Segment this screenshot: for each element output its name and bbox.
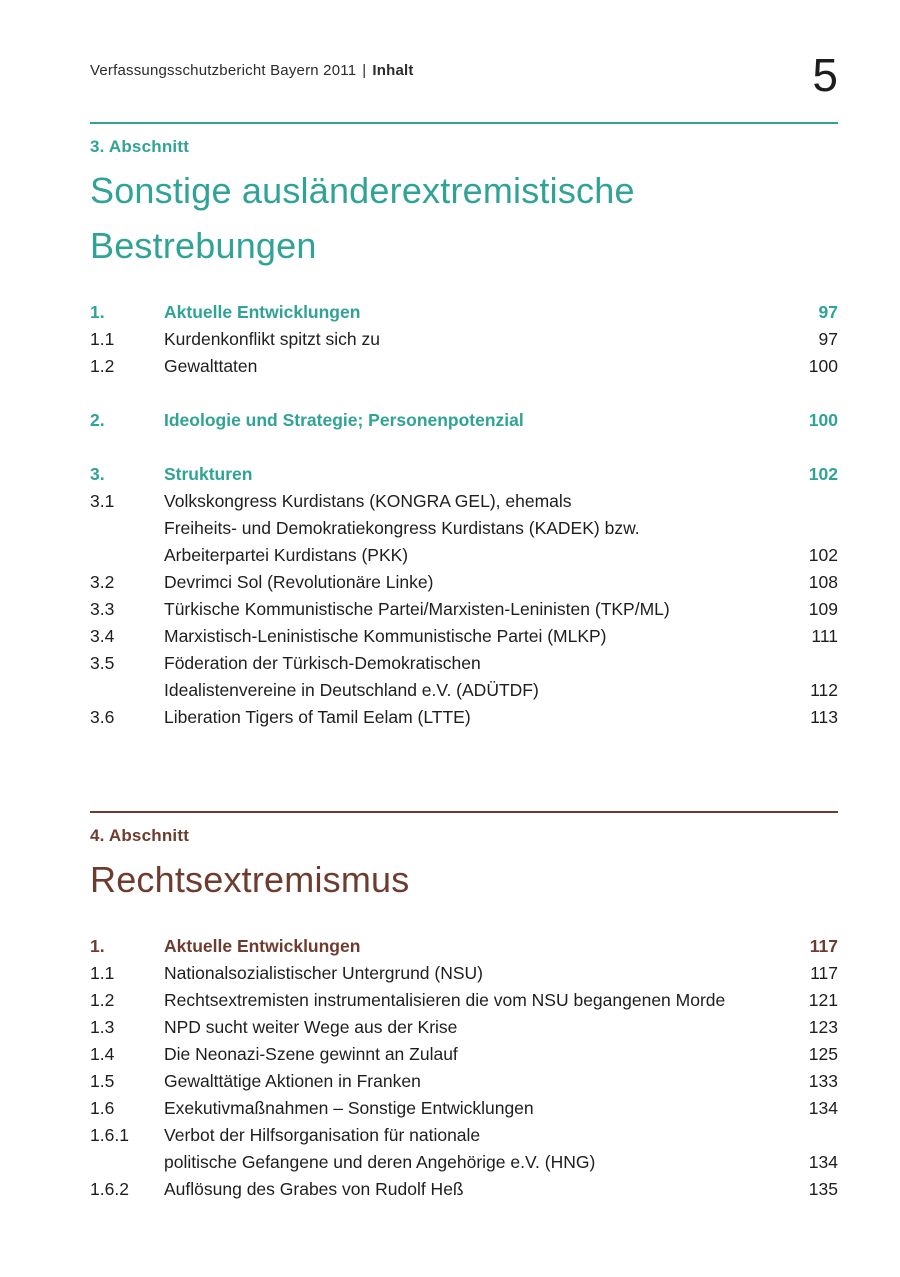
toc-entry-page: 121: [808, 990, 838, 1010]
toc-entry-page: 100: [808, 356, 838, 376]
toc-entry-title: Gewalttätige Aktionen in Franken: [164, 1071, 421, 1091]
toc-entry-number: 1.6: [90, 1098, 115, 1118]
toc-entry-line: [90, 353, 838, 380]
toc-entry-page: 135: [808, 1179, 838, 1199]
toc-entry-title: Freiheits- und Demokratiekongress Kurdistans (KADEK) bzw.: [164, 518, 640, 538]
toc-entry-line: [90, 1176, 838, 1203]
toc-entry-page: 125: [808, 1044, 838, 1064]
toc-entry-title: Kurdenkonflikt spitzt sich zu: [164, 329, 380, 349]
toc-entry-title: Nationalsozialistischer Untergrund (NSU): [164, 963, 484, 983]
toc-entry-line: [90, 326, 838, 353]
toc-entry-title: Devrimci Sol (Revolutionäre Linke): [164, 572, 434, 592]
section-title: [90, 852, 838, 907]
toc-entry-number: 1.4: [90, 1044, 115, 1064]
toc-entry-number: 3.4: [90, 626, 115, 646]
toc-entry-page: 134: [808, 1098, 838, 1118]
toc-entry-title: Idealistenvereine in Deutschland e.V. (ADÜTDF): [164, 680, 539, 700]
toc-entry-line: [90, 299, 838, 326]
toc-entry-page: [786, 1122, 838, 1149]
toc-entry-page: 123: [808, 1017, 838, 1037]
toc-entry: [90, 704, 838, 731]
toc-entry: [90, 407, 838, 434]
toc-entry-number: 1.6.1: [90, 1125, 129, 1145]
toc-entry-title: Strukturen: [164, 464, 253, 484]
toc-entry: [90, 933, 838, 960]
section-title-line: Sonstige ausländerextremistische: [90, 170, 635, 211]
toc-entry: [90, 461, 838, 488]
toc-entry-number: [90, 542, 164, 569]
toc-entry-title: Gewalttaten: [164, 356, 258, 376]
toc-entry-line: [90, 677, 838, 704]
toc-entry: [90, 623, 838, 650]
toc-entry-title: Liberation Tigers of Tamil Eelam (LTTE): [164, 707, 471, 727]
toc-entry-line: [90, 515, 838, 542]
toc-entry-title: Aktuelle Entwicklungen: [164, 302, 361, 322]
toc-entry-page: 113: [810, 707, 838, 727]
toc-entry-line: [90, 704, 838, 731]
toc-entry-title: NPD sucht weiter Wege aus der Krise: [164, 1017, 458, 1037]
toc-entry: [90, 987, 838, 1014]
toc-entry: [90, 1068, 838, 1095]
toc-entry-line: [90, 933, 838, 960]
toc-entry-number: 1.2: [90, 356, 115, 376]
toc-group: [90, 407, 838, 434]
toc-entry-title: Aktuelle Entwicklungen: [164, 936, 361, 956]
toc-entry-title: Exekutivmaßnahmen – Sonstige Entwicklungen: [164, 1098, 534, 1118]
toc-entry: [90, 1176, 838, 1203]
toc-entry-number: 3.6: [90, 707, 115, 727]
toc-entry-line: [90, 407, 838, 434]
toc-entry-line: [90, 461, 838, 488]
toc-entry-page: 111: [811, 626, 838, 646]
toc-entry-page: 134: [808, 1152, 838, 1172]
toc-entry: [90, 326, 838, 353]
toc-entry-title: Auflösung des Grabes von Rudolf Heß: [164, 1179, 464, 1199]
section-title-line: Bestrebungen: [90, 225, 317, 266]
toc-entry-number: 3.3: [90, 599, 115, 619]
toc-entry-number: [90, 677, 164, 704]
toc-entry-page: 97: [818, 302, 838, 322]
toc-groups: [90, 299, 838, 731]
toc-entry-title: Ideologie und Strategie; Personenpotenzial: [164, 410, 524, 430]
toc-entry-line: [90, 623, 838, 650]
toc-entry: [90, 1122, 838, 1176]
toc-entry: [90, 960, 838, 987]
toc-entry-page: 102: [808, 464, 838, 484]
toc-entry-line: [90, 542, 838, 569]
toc-entry: [90, 650, 838, 704]
toc-entry: [90, 299, 838, 326]
section-divider-rule: [90, 122, 838, 124]
toc-entry-number: 3.2: [90, 572, 115, 592]
section-title-line: Rechtsextremismus: [90, 859, 410, 900]
toc-entry-line: [90, 596, 838, 623]
toc-entry-number: 1.2: [90, 990, 115, 1010]
toc-entry: [90, 596, 838, 623]
toc-entry-line: [90, 1068, 838, 1095]
section-4-abschnitt: [90, 811, 838, 1203]
toc-entry-line: [90, 569, 838, 596]
header-section-label: Inhalt: [372, 62, 414, 79]
toc-entry: [90, 569, 838, 596]
toc-entry-number: 1.5: [90, 1071, 115, 1091]
section-title: [90, 163, 838, 273]
toc-entry-page: 97: [818, 329, 838, 349]
toc-entry-page: 133: [808, 1071, 838, 1091]
section-3-abschnitt: [90, 122, 838, 731]
toc-entry-page: [786, 515, 838, 542]
toc-entry-line: [90, 987, 838, 1014]
toc-entry-number: [90, 1149, 164, 1176]
toc-groups: [90, 933, 838, 1203]
toc-entry-page: 102: [808, 545, 838, 565]
toc-entry-page: [786, 650, 838, 677]
toc-entry-line: [90, 960, 838, 987]
toc-entry-page: 117: [810, 963, 838, 983]
toc-entry-number: 3.5: [90, 653, 115, 673]
toc-entry-title: politische Gefangene und deren Angehörige e.V. (HNG): [164, 1152, 596, 1172]
toc-entry-number: 2.: [90, 410, 105, 430]
toc-entry: [90, 353, 838, 380]
toc-entry: [90, 1014, 838, 1041]
toc-entry-number: 3.1: [90, 491, 115, 511]
toc-group: [90, 933, 838, 1203]
section-label: 4. Abschnitt: [90, 826, 190, 845]
toc-entry: [90, 1041, 838, 1068]
report-title: Verfassungsschutzbericht Bayern 2011: [90, 62, 357, 79]
toc-entry-number: 3.: [90, 464, 105, 484]
toc-entry-title: Arbeiterpartei Kurdistans (PKK): [164, 545, 409, 565]
toc-entry-title: Rechtsextremisten instrumentalisieren die vom NSU begangenen Morde: [164, 990, 726, 1010]
toc-entry-line: [90, 488, 838, 515]
header-divider: |: [362, 62, 367, 79]
toc-entry-title: Föderation der Türkisch-Demokratischen: [164, 653, 481, 673]
toc-entry-number: [90, 515, 164, 542]
toc-entry-line: [90, 1095, 838, 1122]
toc-entry-title: Die Neonazi-Szene gewinnt an Zulauf: [164, 1044, 458, 1064]
toc-entry-number: 1.: [90, 302, 105, 322]
toc-group: [90, 461, 838, 731]
section-divider-rule: [90, 811, 838, 813]
toc-entry-number: 1.1: [90, 963, 115, 983]
toc-entry-page: 117: [809, 936, 838, 956]
toc-entry-line: [90, 1149, 838, 1176]
page-header: [90, 49, 838, 101]
running-header: [90, 52, 414, 79]
toc-entry-line: [90, 1014, 838, 1041]
toc-entry-page: 100: [808, 410, 838, 430]
toc-entry-page: 112: [810, 680, 838, 700]
toc-entry: [90, 1095, 838, 1122]
toc-entry-number: 1.: [90, 936, 105, 956]
toc-entry-title: Marxistisch-Leninistische Kommunistische Partei (MLKP): [164, 626, 607, 646]
toc-entry-page: 108: [808, 572, 838, 592]
section-label: 3. Abschnitt: [90, 137, 190, 156]
toc-entry-title: Verbot der Hilfsorganisation für nationale: [164, 1125, 481, 1145]
toc-entry-title: Türkische Kommunistische Partei/Marxisten-Leninisten (TKP/ML): [164, 599, 670, 619]
toc-entry-number: 1.3: [90, 1017, 115, 1037]
toc-entry-line: [90, 1122, 838, 1149]
page-number: 5: [812, 49, 838, 101]
toc-sections: [90, 122, 838, 1203]
toc-entry-title: Volkskongress Kurdistans (KONGRA GEL), ehemals: [164, 491, 572, 511]
toc-entry-page: 109: [808, 599, 838, 619]
toc-entry-number: 1.1: [90, 329, 115, 349]
toc-entry-line: [90, 1041, 838, 1068]
toc-group: [90, 299, 838, 380]
toc-entry-page: [786, 488, 838, 515]
toc-entry: [90, 488, 838, 569]
toc-entry-line: [90, 650, 838, 677]
toc-entry-number: 1.6.2: [90, 1179, 129, 1199]
